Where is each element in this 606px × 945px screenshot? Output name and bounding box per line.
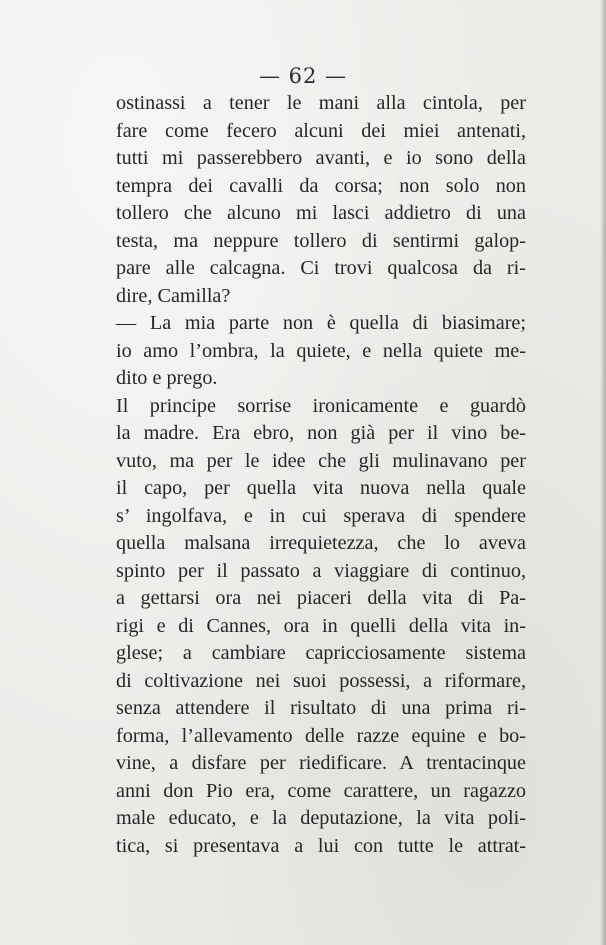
text-line: spinto per il passato a viaggiare di continuo, (116, 559, 526, 582)
text-line: di coltivazione nei suoi possessi, a riformare, (116, 669, 526, 692)
text-line: Il principe sorrise ironicamente e guardò (116, 394, 526, 417)
text-line: vine, a disfare per riedificare. A trentacinque (116, 752, 526, 774)
text-line: dire, Camilla? (116, 284, 231, 307)
text-line: tica, si presentava a lui con tutte le attrat- (116, 834, 526, 857)
text-line: rigi e di Cannes, ora in quelli della vita in- (116, 614, 526, 637)
text-line: anni don Pio era, come carattere, un ragazzo (116, 779, 526, 802)
page-number: — 62 — (258, 64, 348, 88)
text-line: pare alle calcagna. Ci trovi qualcosa da ri- (116, 257, 526, 279)
text-line: a gettarsi ora nei piaceri della vita di Pa- (116, 587, 526, 609)
text-line: io amo l’ombra, la quiete, e nella quiete me- (116, 339, 526, 362)
text-line: glese; a cambiare capricciosamente sistema (116, 642, 526, 664)
text-line: dito e prego. (116, 367, 218, 389)
text-line: quella malsana irrequietezza, che lo aveva (116, 532, 526, 554)
text-line: fare come fecero alcuni dei miei antenati, (116, 119, 526, 142)
body-text (116, 90, 526, 860)
text-line: s’ ingolfava, e in cui sperava di spendere (116, 504, 526, 527)
text-line: testa, ma neppure tollero di sentirmi galop- (116, 229, 526, 252)
text-line: tollero che alcuno mi lasci addietro di una (116, 202, 526, 224)
text-line: la madre. Era ebro, non già per il vino be- (116, 422, 526, 444)
page-edge-shadow (600, 0, 606, 945)
text-line: il capo, per quella vita nuova nella quale (116, 477, 526, 499)
text-line: vuto, ma per le idee che gli mulinavano per (116, 449, 526, 472)
text-line: ostinassi a tener le mani alla cintola, per (116, 92, 526, 114)
text-line: male educato, e la deputazione, la vita poli- (116, 807, 526, 829)
text-line: forma, l’allevamento delle razze equine e bo- (116, 724, 526, 747)
text-line: tempra dei cavalli da corsa; non solo non (116, 174, 526, 197)
text-line: senza attendere il risultato di una prima ri- (116, 697, 526, 719)
text-line: — La mia parte non è quella di biasimare; (116, 312, 526, 334)
text-line: tutti mi passerebbero avanti, e io sono della (116, 147, 526, 169)
